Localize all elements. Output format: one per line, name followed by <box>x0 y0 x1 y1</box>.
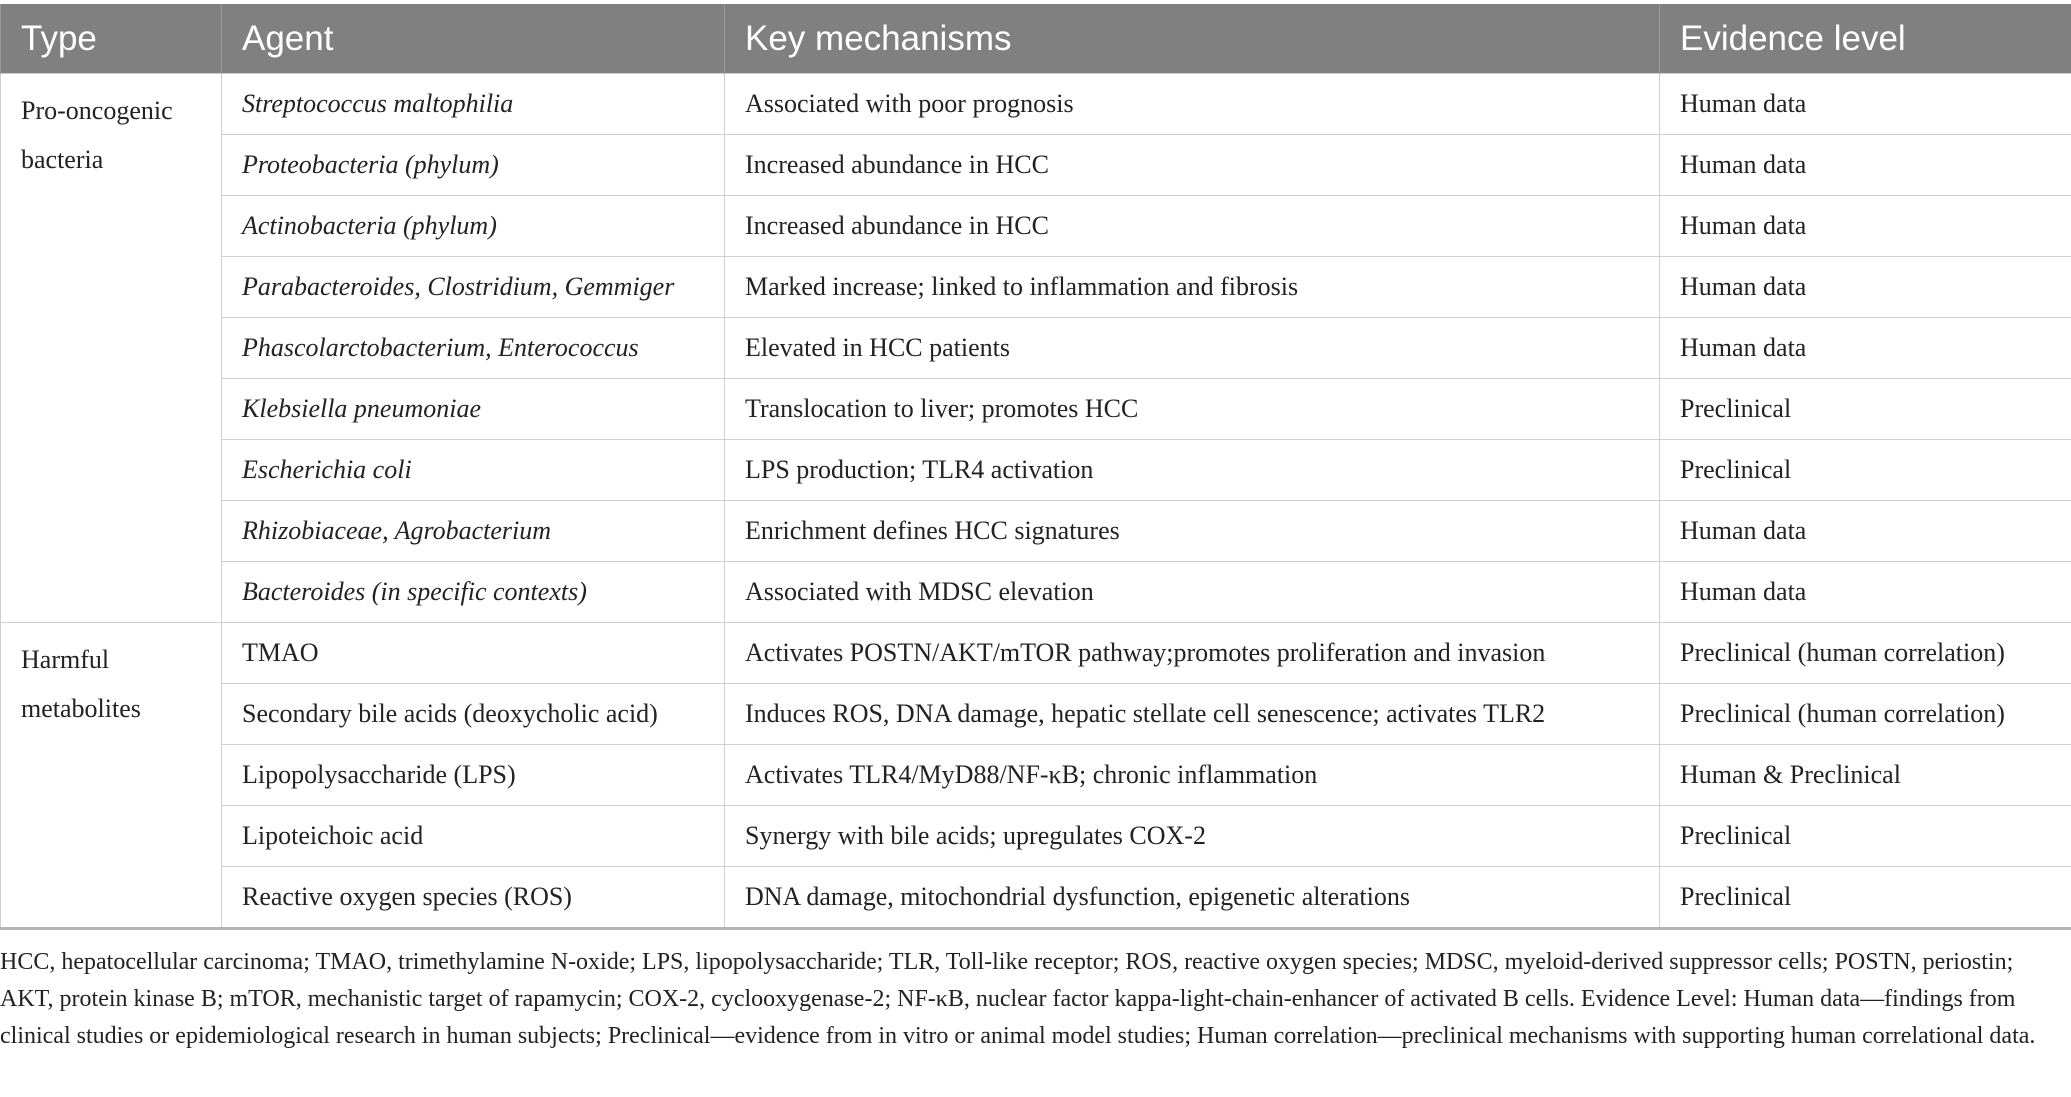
agent-cell: Reactive oxygen species (ROS) <box>222 867 725 929</box>
evidence-cell: Human data <box>1660 196 2071 257</box>
type-cell: Pro-oncogenic bacteria <box>1 74 222 623</box>
header-agent: Agent <box>222 4 725 74</box>
mechanism-cell: Associated with poor prognosis <box>725 74 1660 135</box>
table-row <box>1 745 2071 806</box>
mechanism-cell: Marked increase; linked to inflammation and fibrosis <box>725 257 1660 318</box>
evidence-cell: Human & Preclinical <box>1660 745 2071 806</box>
evidence-cell: Human data <box>1660 318 2071 379</box>
mechanism-cell: Enrichment defines HCC signatures <box>725 501 1660 562</box>
table-footnote: HCC, hepatocellular carcinoma; TMAO, trimethylamine N-oxide; LPS, lipopolysaccharide; TLR, Toll-like receptor; ROS, reactive oxygen species; MDSC, myeloid-derived suppressor cells; POSTN, periostin; AKT, protein kinase B; mTOR, mechanistic target of rapamycin; COX-2, cyclooxygenase-2; NF-κB, nuclear factor kappa-light-chain-enhancer of activated B cells. Evidence Level: Human data—findings from clinical studies or epidemiological research in human subjects; Preclinical—evidence from in vitro or animal model studies; Human correlation—preclinical mechanisms with supporting human correlational data. <box>0 949 2036 1049</box>
mechanism-cell: Translocation to liver; promotes HCC <box>725 379 1660 440</box>
agent-cell: Parabacteroides, Clostridium, Gemmiger <box>222 257 725 318</box>
mechanism-cell: Activates TLR4/MyD88/NF-κB; chronic inflammation <box>725 745 1660 806</box>
evidence-cell: Preclinical <box>1660 379 2071 440</box>
mechanism-cell: LPS production; TLR4 activation <box>725 440 1660 501</box>
evidence-cell: Human data <box>1660 257 2071 318</box>
table-row <box>1 684 2071 745</box>
header-row <box>1 4 2071 74</box>
header-type: Type <box>1 4 222 74</box>
mechanism-cell: Induces ROS, DNA damage, hepatic stellate cell senescence; activates TLR2 <box>725 684 1660 745</box>
type-cell: Harmful metabolites <box>1 623 222 929</box>
table-row <box>1 867 2071 929</box>
evidence-cell: Human data <box>1660 135 2071 196</box>
agent-cell: Lipopolysaccharide (LPS) <box>222 745 725 806</box>
agent-cell: Klebsiella pneumoniae <box>222 379 725 440</box>
table-row <box>1 135 2071 196</box>
mechanism-cell: Increased abundance in HCC <box>725 196 1660 257</box>
header-evidence: Evidence level <box>1660 4 2071 74</box>
agent-cell: Actinobacteria (phylum) <box>222 196 725 257</box>
evidence-cell: Preclinical <box>1660 440 2071 501</box>
agent-cell: Proteobacteria (phylum) <box>222 135 725 196</box>
mechanism-cell: DNA damage, mitochondrial dysfunction, epigenetic alterations <box>725 867 1660 929</box>
table-row <box>1 196 2071 257</box>
evidence-cell: Human data <box>1660 501 2071 562</box>
mechanism-cell: Activates POSTN/AKT/mTOR pathway;promotes proliferation and invasion <box>725 623 1660 684</box>
evidence-cell: Preclinical (human correlation) <box>1660 684 2071 745</box>
evidence-cell: Preclinical <box>1660 867 2071 929</box>
agent-cell: Escherichia coli <box>222 440 725 501</box>
mechanism-cell: Associated with MDSC elevation <box>725 562 1660 623</box>
table-row <box>1 318 2071 379</box>
mechanism-cell: Synergy with bile acids; upregulates COX-2 <box>725 806 1660 867</box>
agent-cell: Rhizobiaceae, Agrobacterium <box>222 501 725 562</box>
table-row <box>1 379 2071 440</box>
table-row <box>1 501 2071 562</box>
table-row <box>1 806 2071 867</box>
table-row <box>1 74 2071 135</box>
evidence-cell: Preclinical (human correlation) <box>1660 623 2071 684</box>
mechanism-cell: Increased abundance in HCC <box>725 135 1660 196</box>
header-mechanisms: Key mechanisms <box>725 4 1660 74</box>
table-row <box>1 257 2071 318</box>
agent-cell: Bacteroides (in specific contexts) <box>222 562 725 623</box>
agent-cell: Secondary bile acids (deoxycholic acid) <box>222 684 725 745</box>
agent-cell: Streptococcus maltophilia <box>222 74 725 135</box>
evidence-cell: Human data <box>1660 562 2071 623</box>
mechanism-cell: Elevated in HCC patients <box>725 318 1660 379</box>
table-row <box>1 623 2071 684</box>
agent-cell: Lipoteichoic acid <box>222 806 725 867</box>
table-row <box>1 440 2071 501</box>
agent-cell: Phascolarctobacterium, Enterococcus <box>222 318 725 379</box>
evidence-cell: Preclinical <box>1660 806 2071 867</box>
data-table <box>0 4 2071 930</box>
agent-cell: TMAO <box>222 623 725 684</box>
evidence-cell: Human data <box>1660 74 2071 135</box>
table-row <box>1 562 2071 623</box>
